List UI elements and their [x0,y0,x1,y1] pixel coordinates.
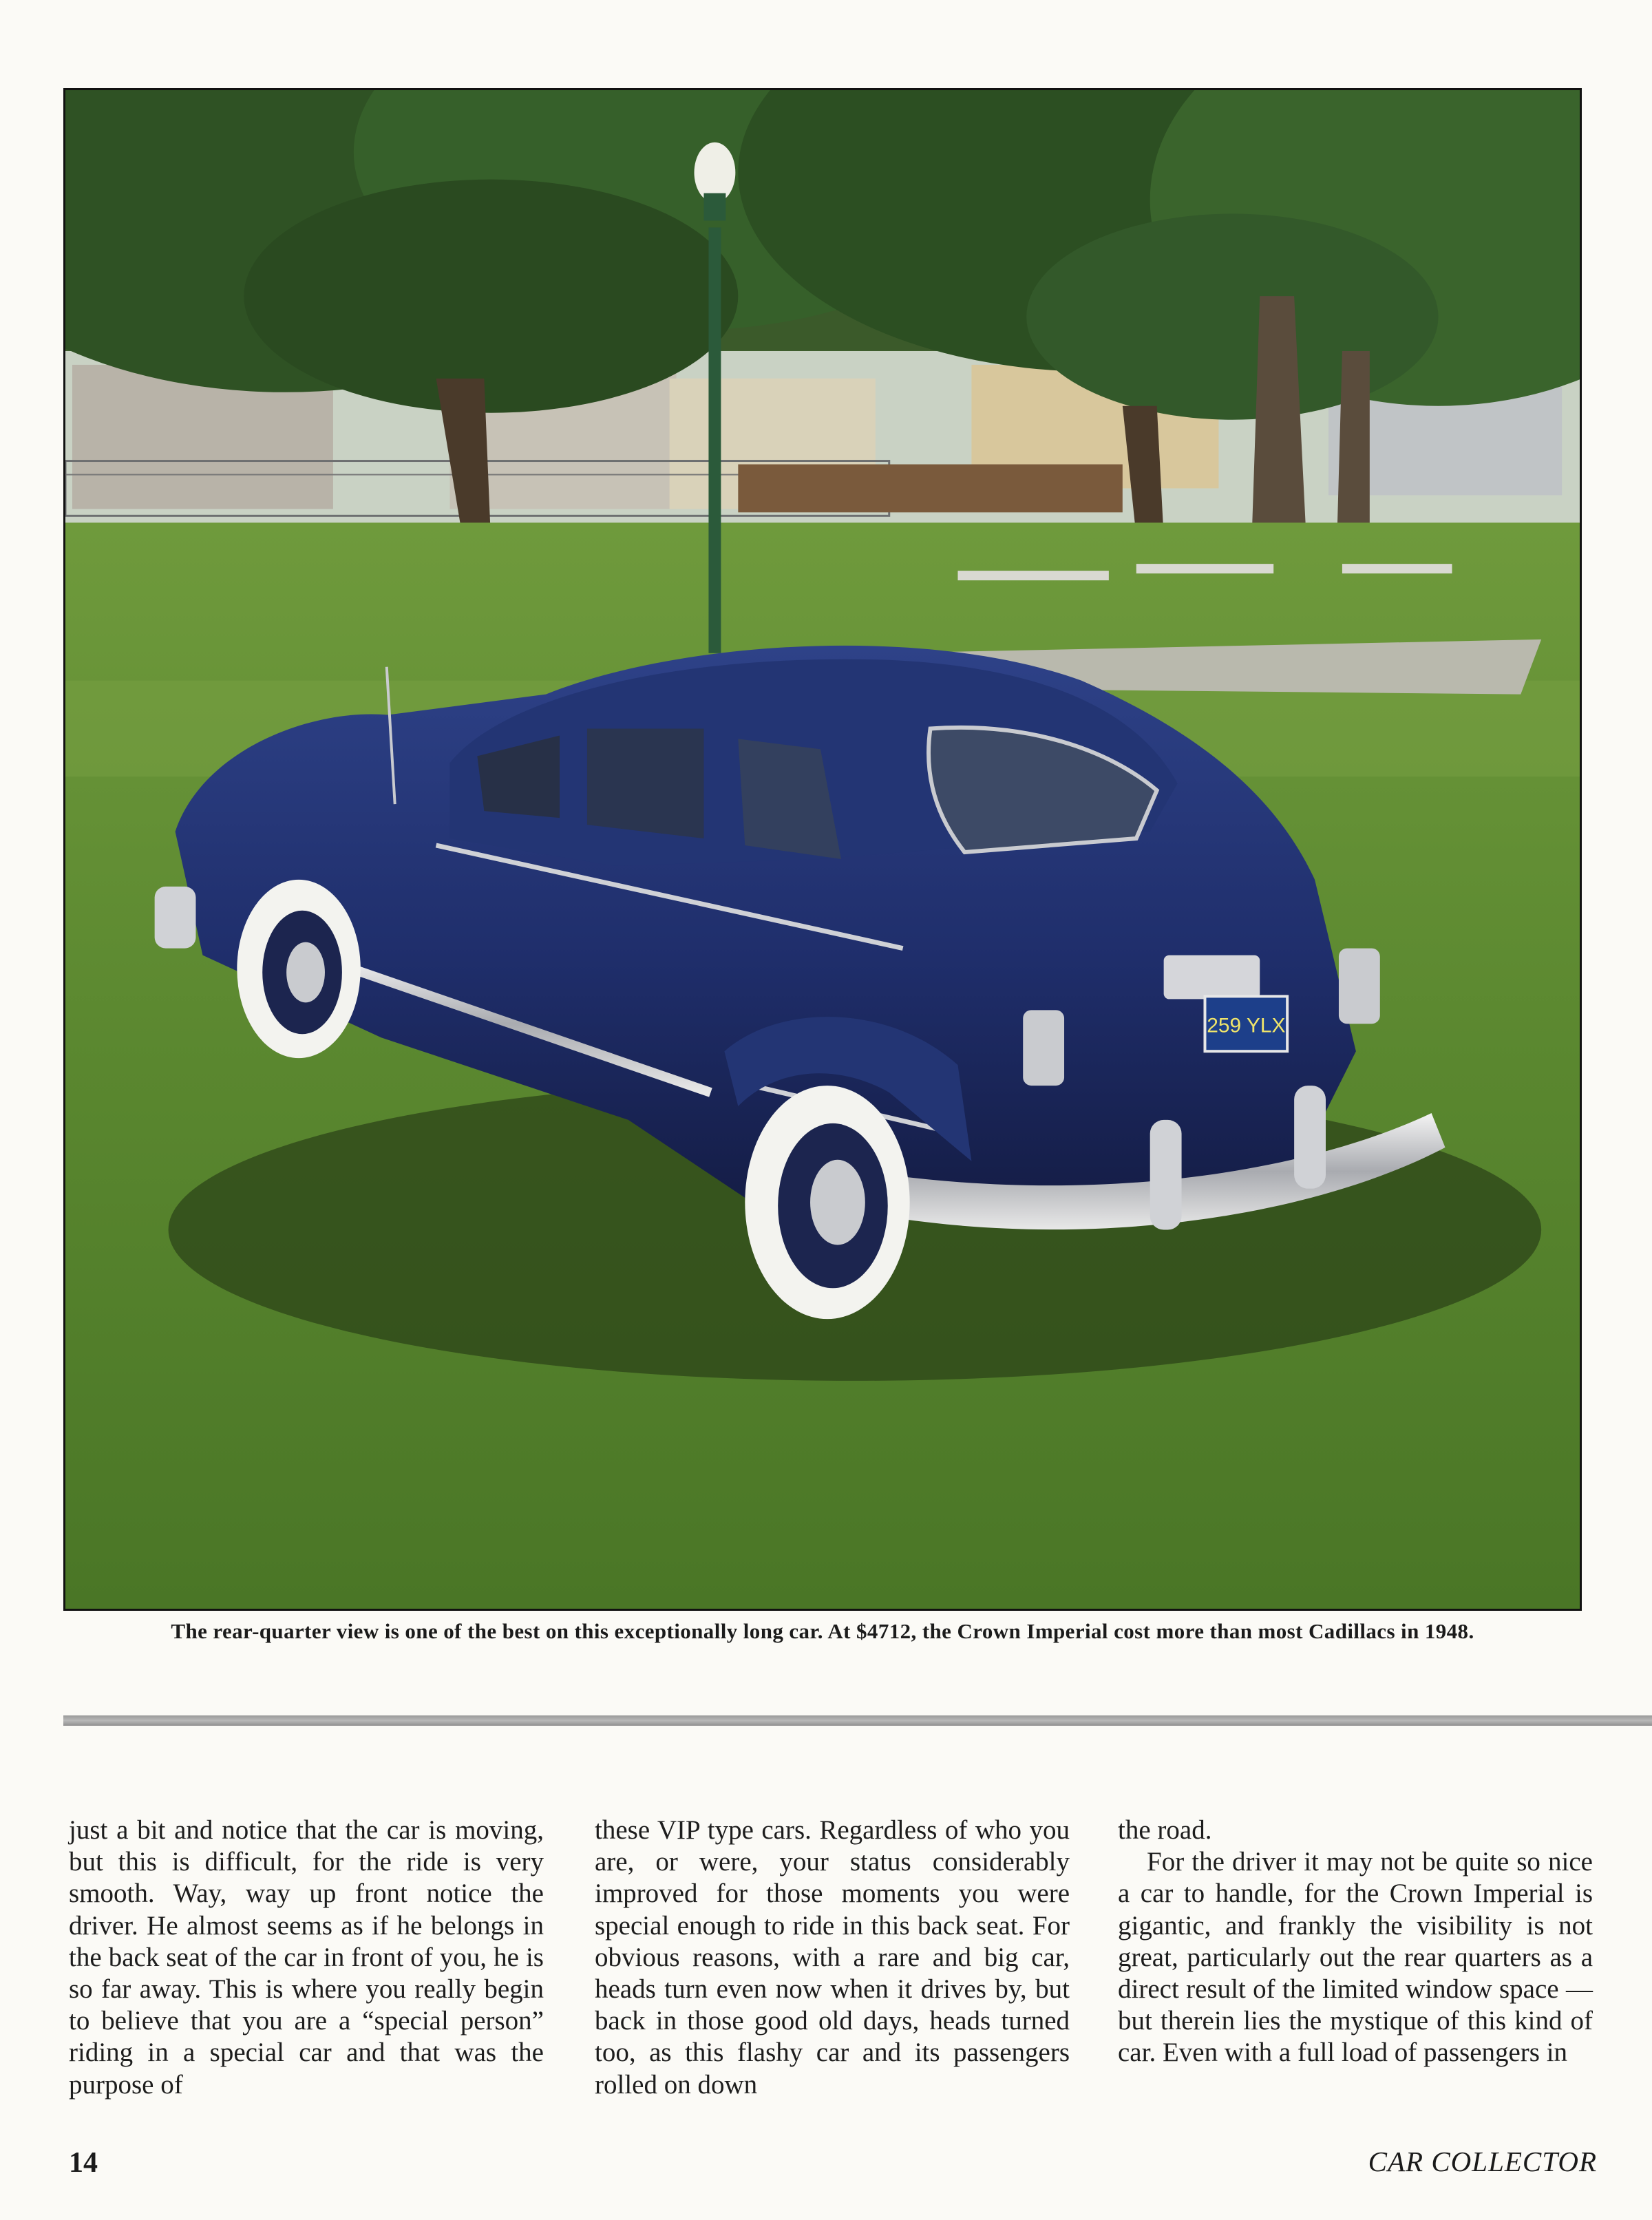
article-column-1 [69,1815,544,2101]
section-divider [63,1715,1652,1726]
page-number: 14 [69,2147,98,2179]
paragraph: these VIP type cars. Regardless of who you are, or were, your status considerably improved for those moments you were special enough to ride in this back seat. For obvious reasons, with a rare and big car, heads turn even now when it drives by, but back in those good old days, heads turned too, as this flashy car and its passengers rolled on down [595,1815,1070,2100]
license-plate-text: 259 YLX [1207,1014,1286,1037]
car-photo-illustration [65,90,1580,1609]
paragraph: the road. [1118,1815,1212,1845]
photo-caption: The rear-quarter view is one of the best on this exceptionally long car. At $4712, the Crown Imperial cost more than most Cadillacs in 1948. [171,1619,1474,1643]
article-column-2 [595,1815,1070,2101]
magazine-title: CAR COLLECTOR [1368,2146,1597,2177]
car-photo [63,88,1582,1611]
article-column-3 [1118,1815,1593,2069]
paragraph: just a bit and notice that the car is moving, but this is difficult, for the ride is very smooth. Way, way up front notice the driver. He almost seems as if he belongs in the back seat of the car in front of you, he is so far away. This is where you really begin to believe that you are a “special person” riding in a special car and that was the purpose of [69,1815,544,2100]
paragraph: For the driver it may not be quite so nice a car to handle, for the Crown Imperial is gigantic, and frankly the visibility is not great, particularly out the rear quarters as a direct result of the limited window space — but therein lies the mystique of this kind of car. Even with a full load of passengers in [1118,1847,1593,2068]
